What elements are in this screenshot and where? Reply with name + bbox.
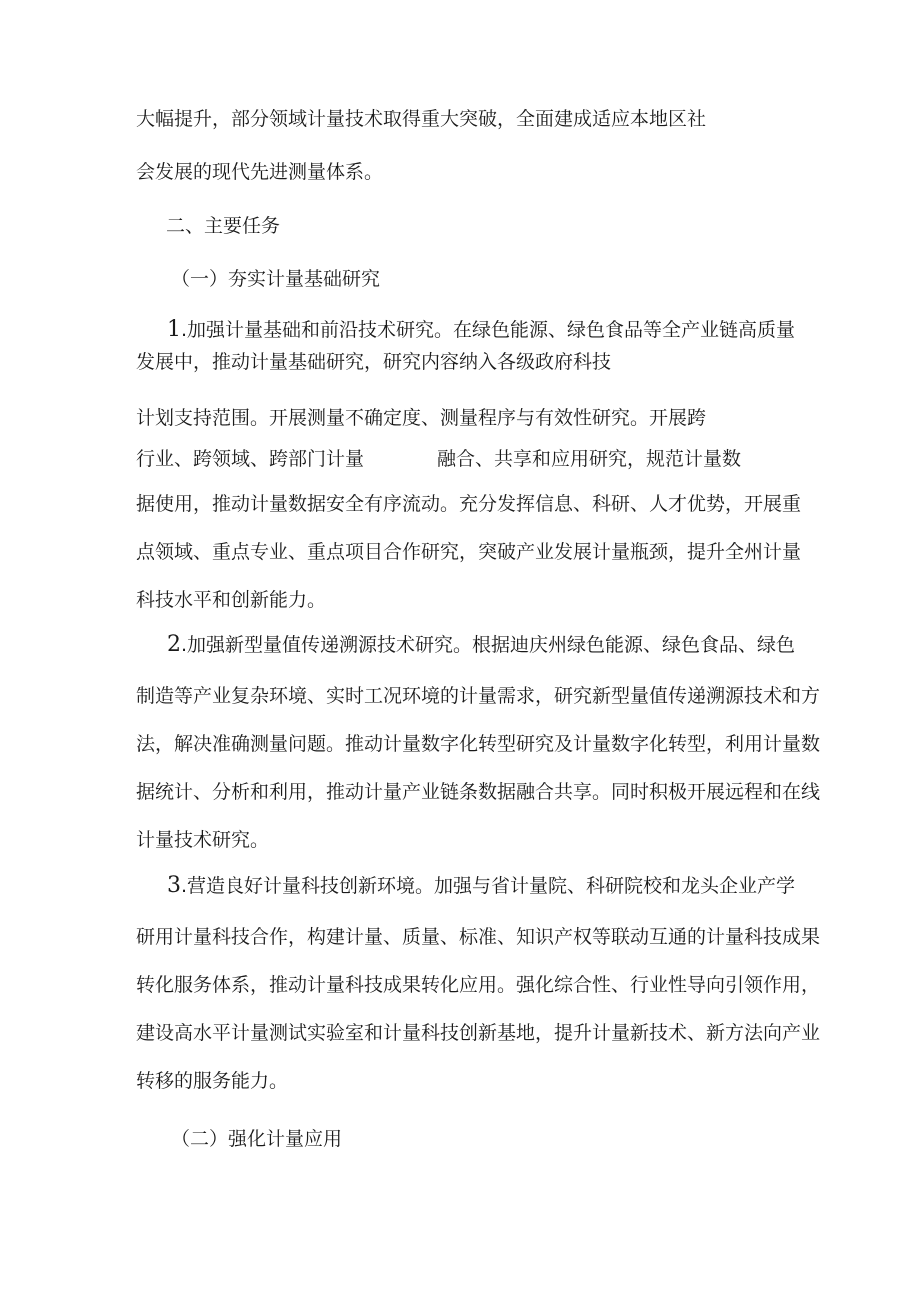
item-1-line-1: .加强计量基础和前沿技术研究。在绿色能源、绿色食品等全产业链高质量 bbox=[181, 319, 796, 341]
item-3-line-2: 研用计量科技合作，构建计量、质量、标准、知识产权等联动互通的计量科技成果 bbox=[136, 926, 821, 948]
item-2-line-3: 法，解决准确测量问题。推动计量数字化转型研究及计量数字化转型，利用计量数 bbox=[136, 733, 821, 755]
item-1-line-4a: 行业、跨领域、跨部门计量 bbox=[136, 448, 365, 470]
item-3-number: 3 bbox=[167, 873, 181, 898]
item-3-line-3: 转化服务体系，推动计量科技成果转化应用。强化综合性、行业性导向引领作用， bbox=[136, 974, 821, 996]
subsection-heading-1: （一）夯实计量基础研究 bbox=[171, 268, 381, 290]
item-1-first-line bbox=[167, 317, 795, 343]
item-1-line-2: 发展中，推动计量基础研究，研究内容纳入各级政府科技 bbox=[136, 351, 612, 373]
item-2-number: 2 bbox=[167, 632, 181, 657]
item-1-line-5: 据使用，推动计量数据安全有序流动。充分发挥信息、科研、人才优势，开展重 bbox=[136, 493, 802, 515]
item-1-line-3: 计划支持范围。开展测量不确定度、测量程序与有效性研究。开展跨 bbox=[136, 407, 707, 429]
item-1-line-7: 科技水平和创新能力。 bbox=[136, 589, 327, 611]
item-3-first-line bbox=[167, 873, 795, 899]
subsection-heading-2: （二）强化计量应用 bbox=[171, 1128, 343, 1150]
item-2-line-5: 计量技术研究。 bbox=[136, 829, 270, 851]
item-2-line-4: 据统计、分析和利用，推动计量产业链条数据融合共享。同时积极开展远程和在线 bbox=[136, 781, 821, 803]
item-1-line-4b: 融合、共享和应用研究，规范计量数 bbox=[437, 448, 742, 470]
intro-line-1: 大幅提升，部分领域计量技术取得重大突破，全面建成适应本地区社 bbox=[136, 108, 707, 130]
item-1-line-6: 点领域、重点专业、重点项目合作研究，突破产业发展计量瓶颈，提升全州计量 bbox=[136, 541, 802, 563]
section-heading-main-tasks: 二、主要任务 bbox=[166, 215, 281, 237]
item-3-line-4: 建设高水平计量测试实验室和计量科技创新基地，提升计量新技术、新方法向产业 bbox=[136, 1022, 821, 1044]
item-3-line-1: .营造良好计量科技创新环境。加强与省计量院、科研院校和龙头企业产学 bbox=[181, 875, 796, 897]
item-2-first-line bbox=[167, 632, 795, 658]
item-3-line-5: 转移的服务能力。 bbox=[136, 1070, 289, 1092]
intro-line-2: 会发展的现代先进测量体系。 bbox=[136, 161, 384, 183]
item-2-line-1: .加强新型量值传递溯源技术研究。根据迪庆州绿色能源、绿色食品、绿色 bbox=[181, 634, 796, 656]
item-2-line-2: 制造等产业复杂环境、实时工况环境的计量需求，研究新型量值传递溯源技术和方 bbox=[136, 685, 821, 707]
item-1-number: 1 bbox=[167, 317, 181, 342]
